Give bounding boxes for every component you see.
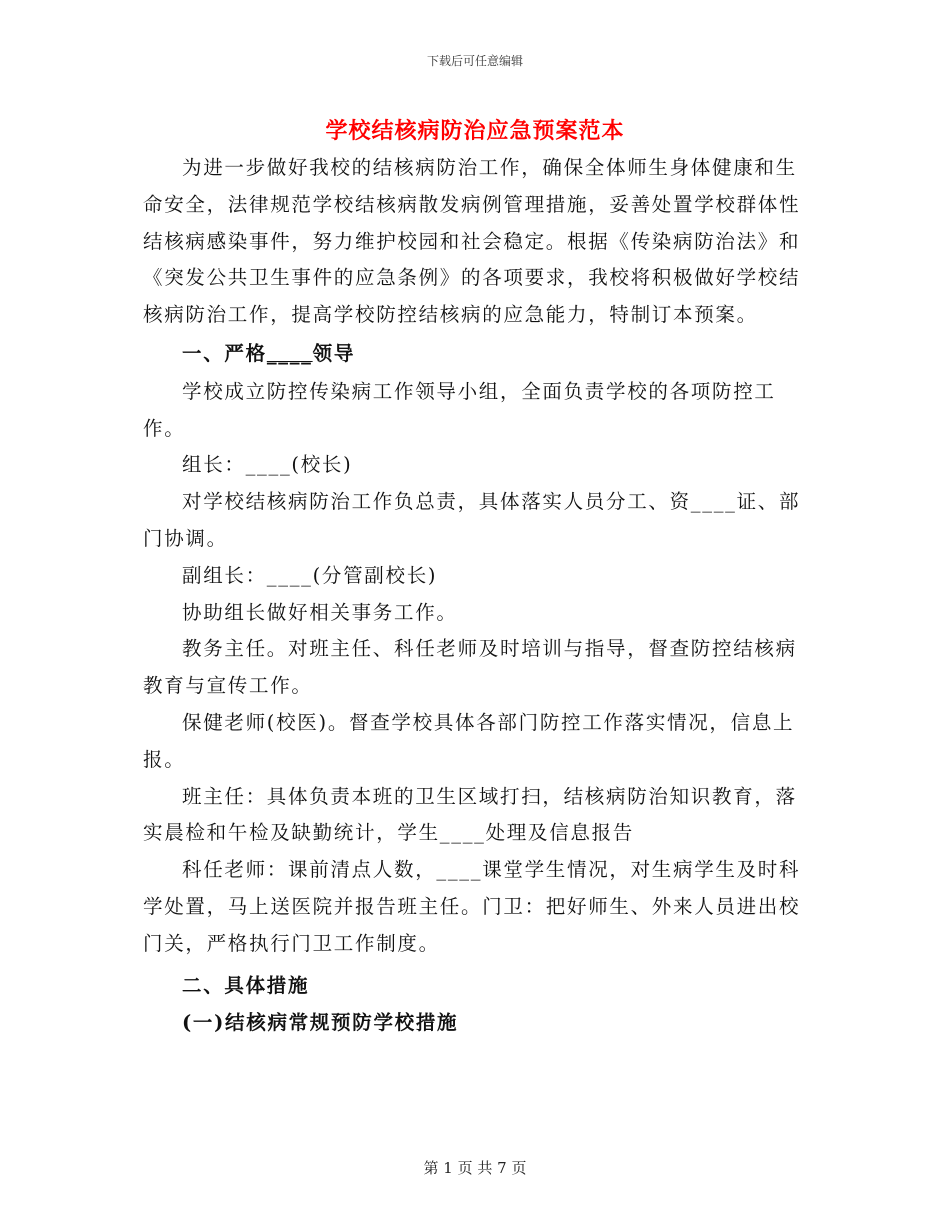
page-footer: 第 1 页 共 7 页	[423, 1159, 527, 1177]
paragraph: 科任老师：课前清点人数，____课堂学生情况，对生病学生及时科学处置，马上送医院并报告班主任。门卫：把好师生、外来人员进出校门关，严格执行门卫工作制度。	[143, 858, 801, 955]
document-title: 学校结核病防治应急预案范本	[325, 118, 625, 144]
document-body	[143, 150, 808, 1042]
paragraph: 教务主任。对班主任、科任老师及时培训与指导，督查防控结核病教育与宣传工作。	[143, 637, 797, 698]
paragraph: 对学校结核病防治工作负总责，具体落实人员分工、资____证、部门协调。	[143, 490, 801, 550]
page-header: 下载后可任意编辑	[426, 54, 523, 68]
section-heading-1-blank: ____	[266, 341, 313, 365]
paragraph: 协助组长做好相关事务工作。	[182, 600, 458, 624]
section-heading-1-post: 领导	[312, 341, 356, 365]
paragraph: 保健老师(校医)。督查学校具体各部门防控工作落实情况，信息上报。	[143, 710, 795, 771]
paragraph: 组长：____(校长)	[182, 453, 353, 477]
paragraph: 班主任：具体负责本班的卫生区域打扫，结核病防治知识教育，落实晨检和午检及缺勤统计，学生____处理及信息报告	[143, 784, 797, 845]
section-heading-1-pre: 一、严格	[182, 341, 267, 365]
paragraph: 副组长：____(分管副校长)	[182, 563, 438, 587]
subsection-heading-1: (一)结核病常规预防学校措施	[182, 1011, 459, 1035]
section-heading-1	[143, 336, 808, 373]
intro-paragraph: 为进一步做好我校的结核病防治工作，确保全体师生身体健康和生命安全，法律规范学校结核病散发病例管理措施，妥善处置学校群体性结核病感染事件，努力维护校园和社会稳定。根据《传染病防治法》和《突发公共卫生事件的应急条例》的各项要求，我校将积极做好学校结核病防治工作，提高学校防控结核病的应急能力，特制订本预案。	[143, 156, 801, 327]
section-heading-2: 二、具体措施	[182, 973, 310, 997]
paragraph: 学校成立防控传染病工作领导小组，全面负责学校的各项防控工作。	[143, 379, 776, 440]
